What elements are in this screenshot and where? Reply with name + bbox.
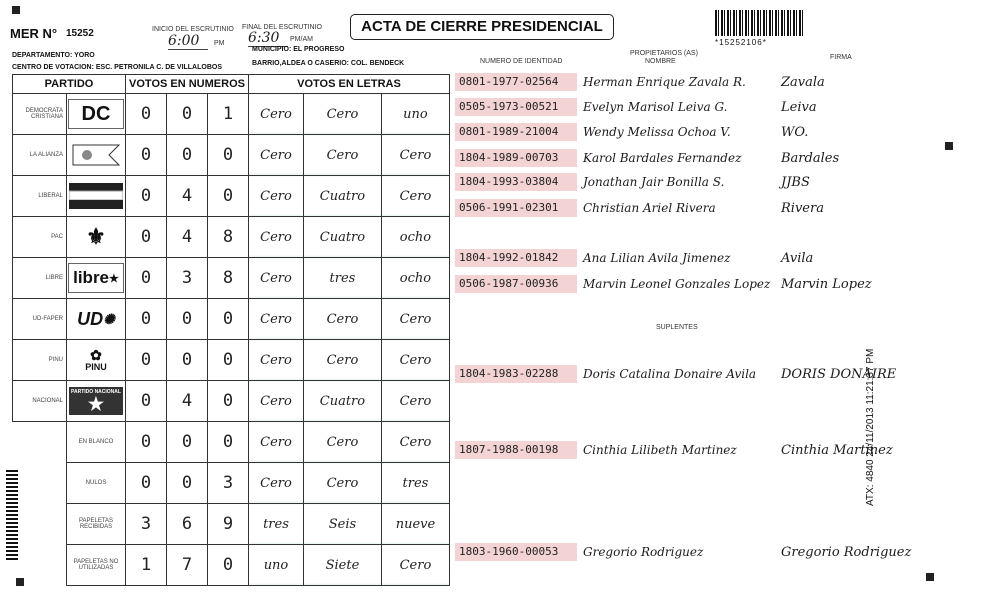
vote-digit: 0	[167, 422, 208, 463]
party-name: LIBRE	[13, 258, 67, 299]
party-logo-cell	[67, 135, 126, 176]
id-number: 1807-1988-00198	[455, 441, 577, 459]
vote-digit: 3	[208, 463, 249, 504]
table-row	[13, 504, 450, 545]
vote-word: Cero	[381, 299, 449, 340]
barrio: BARRIO,ALDEA O CASERIO: COL. BENDECK	[252, 60, 405, 67]
vote-word: Cero	[249, 422, 304, 463]
list-item	[455, 172, 810, 192]
person-name: Wendy Melissa Ochoa V.	[583, 125, 731, 139]
vote-word: Cuatro	[303, 381, 381, 422]
vote-word: Cero	[303, 94, 381, 135]
col-numeros: VOTOS EN NUMEROS	[126, 75, 249, 94]
vote-digit: 0	[126, 422, 167, 463]
vote-word: Cero	[381, 176, 449, 217]
vote-word: Cero	[249, 340, 304, 381]
person-name: Ana Lilian Avila Jimenez	[583, 251, 731, 265]
vote-digit: 0	[126, 381, 167, 422]
table-row	[13, 135, 450, 176]
party-name: PAC	[13, 217, 67, 258]
vote-word: Cero	[381, 340, 449, 381]
vote-digit: 4	[167, 176, 208, 217]
vote-digit: 1	[126, 545, 167, 586]
vote-word: Cero	[381, 422, 449, 463]
vote-word: ocho	[381, 258, 449, 299]
col-nombre: NOMBRE	[645, 58, 676, 65]
person-name: Cinthia Lilibeth Martinez	[583, 443, 737, 457]
party-logo-cell	[67, 381, 126, 422]
signature: WO.	[781, 124, 809, 140]
final-label: FINAL DEL ESCRUTINIO	[242, 24, 322, 31]
list-item	[455, 440, 893, 460]
pinu-emblem-icon: ✿	[90, 347, 102, 363]
vote-digit: 0	[167, 340, 208, 381]
vote-word: Cero	[303, 135, 381, 176]
ud-logo-text: UD	[77, 308, 104, 329]
id-number: 1804-1983-02288	[455, 365, 577, 383]
col-letras: VOTOS EN LETRAS	[249, 75, 450, 94]
vote-word: Cuatro	[303, 176, 381, 217]
total-label: PAPELETAS NO UTILIZADAS	[67, 545, 126, 586]
vote-digit: 0	[208, 176, 249, 217]
vote-digit: 8	[208, 217, 249, 258]
table-row	[13, 217, 450, 258]
vote-digit: 8	[208, 258, 249, 299]
vote-word: Cuatro	[303, 217, 381, 258]
party-name: DEMOCRATA CRISTIANA	[13, 94, 67, 135]
blank-cell	[13, 545, 67, 586]
vote-word: uno	[249, 545, 304, 586]
vote-word: ocho	[381, 217, 449, 258]
total-label: NULOS	[67, 463, 126, 504]
final-suffix: PM/AM	[290, 36, 313, 43]
vote-digit: 0	[126, 135, 167, 176]
vote-word: Cero	[303, 422, 381, 463]
blank-cell	[13, 463, 67, 504]
vote-word: Cero	[249, 258, 304, 299]
list-item	[455, 364, 896, 384]
list-item	[455, 198, 824, 218]
table-row	[13, 299, 450, 340]
vote-word: Seis	[303, 504, 381, 545]
alianza-logo-icon	[69, 141, 123, 169]
libre-logo-text: libre	[73, 268, 110, 287]
nacional-logo-text: PARTIDO NACIONAL	[71, 389, 121, 395]
vote-digit: 3	[126, 504, 167, 545]
registration-mark	[945, 142, 953, 150]
suplentes-label: SUPLENTES	[656, 324, 698, 331]
party-name: UD-FAPER	[13, 299, 67, 340]
liberal-flag-icon	[69, 182, 123, 210]
signature: DORIS DONAIRE	[781, 366, 897, 382]
party-logo-cell	[67, 176, 126, 217]
vote-digit: 0	[126, 217, 167, 258]
table-row	[13, 176, 450, 217]
mer-number: 15252	[66, 28, 94, 39]
person-name: Jonathan Jair Bonilla S.	[583, 175, 725, 189]
party-logo-cell	[67, 340, 126, 381]
municipio: MUNICIPIO: EL PROGRESO	[252, 46, 345, 53]
vote-digit: 6	[167, 504, 208, 545]
party-logo-cell	[67, 94, 126, 135]
signature: Rivera	[781, 200, 824, 216]
vote-digit: 0	[126, 463, 167, 504]
list-item	[455, 274, 872, 294]
vote-word: Cero	[249, 299, 304, 340]
person-name: Evelyn Marisol Leiva G.	[583, 100, 728, 114]
pac-emblem-icon: ⚜	[86, 224, 106, 249]
table-row	[13, 381, 450, 422]
vote-digit: 0	[208, 299, 249, 340]
list-item	[455, 148, 839, 168]
vote-digit: 9	[208, 504, 249, 545]
vote-digit: 0	[208, 545, 249, 586]
total-label: PAPELETAS RECIBIDAS	[67, 504, 126, 545]
vote-word: Cero	[249, 135, 304, 176]
pinu-logo	[69, 346, 123, 374]
id-number: 1804-1992-01842	[455, 249, 577, 267]
barcode	[715, 10, 805, 36]
signature: Bardales	[781, 150, 840, 166]
vote-word: Cero	[381, 381, 449, 422]
id-number: 0506-1987-00936	[455, 275, 577, 293]
vote-word: Cero	[381, 545, 449, 586]
list-item	[455, 542, 911, 562]
person-name: Karol Bardales Fernandez	[583, 151, 742, 165]
vote-digit: 0	[208, 135, 249, 176]
person-name: Herman Enrique Zavala R.	[583, 75, 746, 89]
table-row	[13, 94, 450, 135]
vote-word: Cero	[381, 135, 449, 176]
person-name: Gregorio Rodriguez	[583, 545, 704, 559]
signature: JJBS	[781, 174, 810, 190]
vote-word: Cero	[303, 340, 381, 381]
vote-digit: 1	[208, 94, 249, 135]
blank-cell	[13, 504, 67, 545]
party-logo-cell	[67, 258, 126, 299]
id-number: 0505-1973-00521	[455, 98, 577, 116]
inicio-time: 6:00	[168, 33, 208, 50]
vote-digit: 0	[126, 299, 167, 340]
id-number: 0506-1991-02301	[455, 199, 577, 217]
vote-word: tres	[249, 504, 304, 545]
vote-digit: 4	[167, 217, 208, 258]
person-name: Christian Ariel Rivera	[583, 201, 716, 215]
libre-logo	[68, 263, 124, 293]
signature: Zavala	[781, 74, 825, 90]
vote-digit: 0	[126, 176, 167, 217]
vote-digit: 3	[167, 258, 208, 299]
party-name: NACIONAL	[13, 381, 67, 422]
signature: Avila	[781, 250, 814, 266]
person-name: Doris Catalina Donaire Avila	[583, 367, 757, 381]
col-identidad: NUMERO DE IDENTIDAD	[480, 58, 563, 65]
col-propietarios: PROPIETARIOS (AS)	[630, 50, 698, 57]
party-logo-cell	[67, 217, 126, 258]
id-number: 1804-1993-03804	[455, 173, 577, 191]
id-number: 1803-1960-00053	[455, 543, 577, 561]
barcode-number: *15252106*	[715, 38, 767, 47]
list-item	[455, 72, 825, 92]
col-partido: PARTIDO	[13, 75, 126, 94]
signature: Marvin Lopez	[781, 276, 872, 292]
star-icon: ★	[87, 394, 105, 414]
vote-digit: 4	[167, 381, 208, 422]
party-name: PINU	[13, 340, 67, 381]
vote-word: tres	[381, 463, 449, 504]
vote-word: Cero	[249, 176, 304, 217]
vote-digit: 0	[167, 463, 208, 504]
list-item	[455, 97, 817, 117]
side-stamp: ATX: 4840 24/11/2013 11:21:37 PM	[865, 348, 876, 506]
signature: Cinthia Martinez	[781, 442, 893, 458]
party-logo-cell	[67, 299, 126, 340]
table-row	[13, 422, 450, 463]
id-number: 0801-1989-21004	[455, 123, 577, 141]
table-row	[13, 340, 450, 381]
star-icon: ★	[109, 272, 119, 285]
vote-digit: 0	[208, 340, 249, 381]
party-name: LIBERAL	[13, 176, 67, 217]
table-row	[13, 463, 450, 504]
page-title: ACTA DE CIERRE PRESIDENCIAL	[350, 14, 614, 40]
vote-word: uno	[381, 94, 449, 135]
vote-word: Cero	[249, 381, 304, 422]
table-row	[13, 258, 450, 299]
centro-votacion: CENTRO DE VOTACION: ESC. PETRONILA C. DE VILLALOBOS	[12, 64, 223, 71]
vote-digit: 0	[208, 422, 249, 463]
vote-digit: 7	[167, 545, 208, 586]
col-firma: FIRMA	[830, 54, 852, 61]
table-row	[13, 545, 450, 586]
signature: Gregorio Rodriguez	[781, 544, 912, 560]
vote-word: Cero	[249, 94, 304, 135]
departamento: DEPARTAMENTO: YORO	[12, 52, 95, 59]
id-number: 1804-1989-00703	[455, 149, 577, 167]
list-item	[455, 248, 813, 268]
vote-word: tres	[303, 258, 381, 299]
nacional-logo	[69, 387, 123, 415]
registration-mark	[926, 573, 934, 581]
vote-digit: 0	[126, 340, 167, 381]
pinu-logo-text: PINU	[85, 362, 107, 372]
inicio-suffix: PM	[214, 40, 225, 47]
id-number: 0801-1977-02564	[455, 73, 577, 91]
vote-word: Cero	[303, 463, 381, 504]
dc-logo: DC	[68, 99, 124, 129]
blank-cell	[13, 422, 67, 463]
vote-digit: 0	[167, 94, 208, 135]
final-time: 6:30	[248, 30, 288, 47]
inicio-label: INICIO DEL ESCRUTINIO	[152, 26, 234, 33]
party-name: LA ALIANZA	[13, 135, 67, 176]
vote-digit: 0	[126, 94, 167, 135]
votes-table	[12, 74, 450, 586]
vote-digit: 0	[167, 299, 208, 340]
total-label: EN BLANCO	[67, 422, 126, 463]
vote-word: Cero	[249, 217, 304, 258]
mer-label: MER N°	[10, 26, 58, 41]
vote-word: nueve	[381, 504, 449, 545]
ud-logo	[69, 305, 123, 333]
vote-word: Cero	[249, 463, 304, 504]
vote-digit: 0	[167, 135, 208, 176]
vote-digit: 0	[208, 381, 249, 422]
vote-digit: 0	[126, 258, 167, 299]
signature: Leiva	[781, 99, 817, 115]
person-name: Marvin Leonel Gonzales Lopez	[583, 277, 771, 291]
vote-word: Siete	[303, 545, 381, 586]
sun-icon: ✺	[103, 310, 115, 327]
list-item	[455, 122, 808, 142]
vote-word: Cero	[303, 299, 381, 340]
registration-mark	[12, 6, 20, 14]
